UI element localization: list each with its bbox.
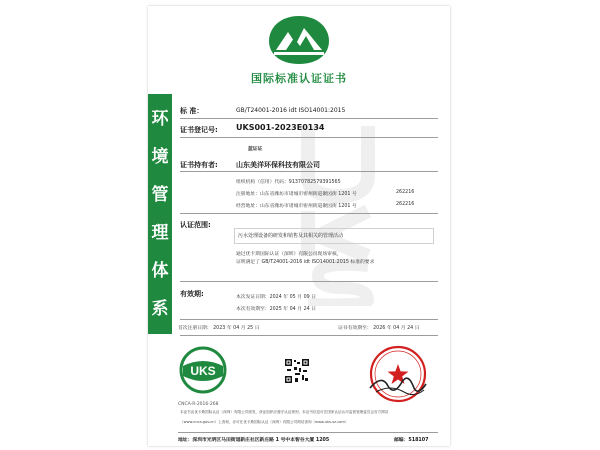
audit-statement: 通过优卡斯国际认证（深圳）有限公司现场审核， — [236, 252, 342, 257]
uks-watermark-icon — [298, 116, 378, 306]
fine-print-line-1: 本证书由优卡斯国际认证（深圳）有限公司颁发，获证组织应遵守认证规则，本证书信息可在国家认证认可监督管理委员会官方网站 — [180, 410, 389, 414]
holder-value: 山东美洋环保科技有限公司 — [236, 161, 320, 169]
standard-value: GB/T24001-2016 idt ISO14001:2015 — [236, 107, 346, 114]
divider — [180, 319, 438, 320]
side-char: 理 — [151, 222, 169, 243]
side-char: 体 — [151, 260, 169, 281]
compliance-statement: 证明满足了 GB/T24001-2016 idt ISO14001:2015 标准的要求 — [236, 260, 375, 265]
org-code: 组织机构（信用）代码：91370782579391565 — [236, 180, 341, 185]
registered-address: 注册地址：山东省潍坊市诸城市密州街道聚园街 1201 号 — [236, 192, 357, 197]
holder-label: 证书持有者: — [180, 161, 218, 169]
certificate-expiry-date: 证书有效期至： 2026 年 04 月 24 日 — [338, 326, 420, 331]
side-char: 管 — [151, 184, 169, 205]
sub-label: 蓝证证 — [248, 147, 263, 152]
fine-print-line-2: （www.cnca.gov.cn）上查询，亦可在优卡斯国际认证（深圳）有限公司网站查询（www.uks-sz.com） — [180, 420, 349, 424]
divider — [180, 137, 438, 138]
divider — [180, 281, 438, 282]
uks-logo-icon — [178, 346, 228, 404]
divider — [180, 335, 438, 336]
cert-number-value: UKS001-2023E0134 — [236, 123, 325, 132]
side-char: 境 — [151, 146, 169, 167]
cert-number-label: 证书登记号: — [180, 126, 218, 134]
scope-label: 认证范围: — [180, 221, 211, 229]
divider — [180, 171, 438, 172]
organization-logo-icon — [266, 14, 332, 66]
divider — [180, 118, 438, 119]
side-title-bar — [148, 94, 172, 334]
issuer-address: 地址：深圳市光明区马田街道新庄社区新庄路 1 号中本智谷大厦 1205 — [178, 438, 330, 443]
cnca-number: CNCA-R-2016-268 — [178, 402, 219, 407]
certificate — [148, 6, 450, 446]
side-char: 系 — [151, 298, 169, 319]
uks-logo-text: UKS — [190, 364, 216, 378]
valid-until: 本次有效期至：2025 年 04 月 24 日 — [236, 307, 317, 312]
operating-address: 经营地址：山东省潍坊市诸城市密州街道聚园街 1201 号 — [236, 204, 357, 209]
side-char: 环 — [151, 108, 169, 129]
operating-zip: 262216 — [396, 202, 415, 207]
official-seal-icon — [368, 344, 428, 404]
certificate-title: 国际标准认证证书 — [251, 72, 347, 85]
divider — [180, 213, 438, 214]
registered-zip: 262216 — [396, 190, 415, 195]
issuer-zip: 邮编：518107 — [394, 438, 429, 443]
divider — [178, 432, 438, 433]
standard-label: 标 准： — [180, 107, 204, 115]
scope-box: 污水处理设备的研发和销售及其相关的管理活动 — [234, 228, 434, 244]
validity-label: 有效期: — [180, 290, 204, 298]
first-registration-date: 首次注册日期： 2023 年 04 月 25 日 — [178, 326, 260, 331]
qr-code-icon — [284, 358, 310, 384]
issue-date: 本次发证日期：2024 年 05 月 09 日 — [236, 295, 317, 300]
